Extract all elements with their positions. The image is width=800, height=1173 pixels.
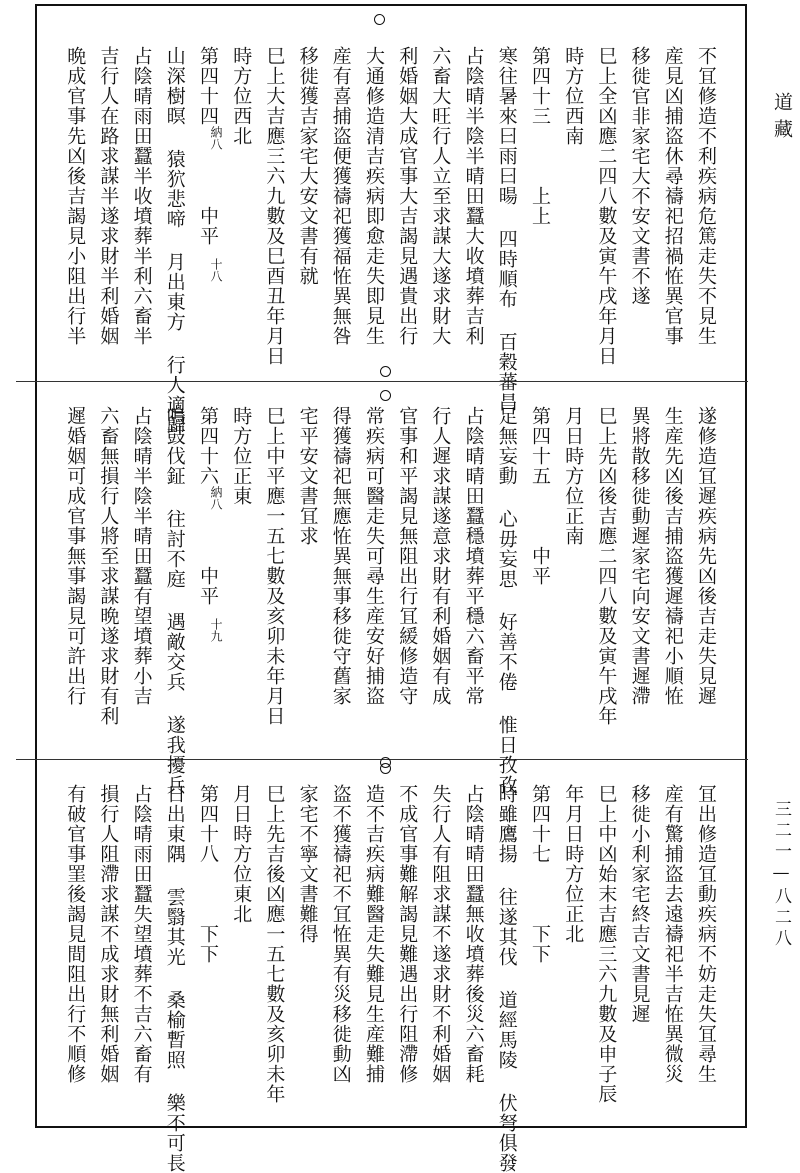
text-column: 常疾病可醫走失可尋生産安好捕盗 — [363, 406, 385, 706]
text-column: 月日時方位正南 — [562, 406, 585, 546]
circle-mark — [380, 763, 391, 774]
text-column: 官事和平謁見無阻出行冝緩修造守 — [396, 406, 419, 706]
text-column: 時方位西南 — [562, 46, 585, 146]
text-column: 占陰晴晴田蠶無收墳葬後災六畜耗 — [462, 784, 485, 1084]
text-column: 移徙官非家宅大不安文書不遂 — [628, 46, 651, 306]
text-column: 月日時方位東北 — [230, 784, 253, 924]
text-column: 産有驚捕盗去遠禱祀半吉恠異微災 — [661, 784, 684, 1084]
text-column: 占陰晴雨田蠶失望墳葬不吉六畜有 — [130, 784, 153, 1084]
rank-label: 中平 — [197, 566, 219, 606]
circle-mark — [380, 366, 391, 377]
text-column: 移徙獲吉家宅大安文書有就 — [296, 46, 319, 286]
text-column: 不成官事難解謁見難遇出行阻滯修 — [396, 784, 419, 1084]
text-column: 巳上中平應一五七數及亥卯未年月日 — [263, 406, 286, 726]
text-column: 巳上全凶應二四八數及寅午戌年月日 — [595, 46, 618, 366]
text-column: 巳上先吉後凶應一五七數及亥卯未年 — [263, 784, 286, 1104]
text-column: 遂修造冝遲疾病先凶後吉走失見遲 — [695, 406, 717, 706]
text-column: 第四十四 — [197, 46, 219, 126]
text-column: 第四十七 下下 — [529, 784, 551, 964]
annotation: 納八 — [209, 486, 223, 510]
text-column: 山深樹暝 猿狖悲啼 月出東方 行人適歸 — [163, 46, 186, 435]
text-column: 家宅不寧文書難得 — [296, 784, 319, 944]
text-column: 第四十六 — [197, 406, 219, 486]
text-column: 移徙小利家宅終吉文書見遲 — [628, 784, 651, 1024]
text-column: 時雖鷹揚 往遂其伐 道經馬陵 伏弩俱發 — [495, 784, 518, 1173]
text-column: 寒往暑來曰雨曰暘 四時順布 百穀蕃昌 — [495, 46, 518, 412]
text-column: 六畜大旺行人立至求謀大遂求財大 — [429, 46, 452, 346]
text-column: 晩成官事先凶後吉謁見小阻出行半 — [64, 46, 87, 346]
text-column: 占陰晴雨田蠶半收墳葬半利六畜半 — [130, 46, 153, 346]
annotation: 納八 — [209, 126, 223, 150]
text-column: 行人遲求謀遂意求財有利婚姻有成 — [429, 406, 452, 706]
text-column: 損行人阻滯求謀不成求財無利婚姻 — [97, 784, 120, 1084]
annotation: 十九 — [209, 618, 223, 642]
text-column: 第四十五 中平 — [529, 406, 551, 586]
text-column: 吉行人在路求謀半遂求財半利婚姻 — [97, 46, 120, 346]
text-column: 占陰晴半陰半晴田蠶有望墳葬小吉 — [130, 406, 153, 706]
text-column: 産有喜捕盗便獲禱祀獲福恠異無咎 — [329, 46, 352, 346]
text-column: 不冝修造不利疾病危篤走失不見生 — [695, 46, 717, 346]
collection-title: 道藏 — [771, 92, 793, 146]
text-column: 巳上中凶始末吉應三六九數及申子辰 — [595, 784, 618, 1104]
text-column: 産見凶捕盗休尋禱祀招禍恠異官事 — [661, 46, 684, 346]
text-column: 生産先凶後吉捕盗獲遲禱祀小順恠 — [661, 406, 684, 706]
text-column: 遲婚姻可成官事無事謁見可許出行 — [64, 406, 87, 706]
text-column: 大通修造清吉疾病即愈走失即見生 — [363, 46, 385, 346]
text-column: 巳上先凶後吉應二四八數及寅午戌年 — [595, 406, 618, 726]
text-column: 利婚姻大成官事大吉謁見遇貴出行 — [396, 46, 419, 346]
text-column: 得獲禱祀無應恠異無事移徙守舊家 — [329, 406, 352, 706]
text-column: 日出東隅 雲翳其光 桑榆暫照 樂不可長 — [163, 784, 186, 1173]
rank-label: 中平 — [197, 206, 219, 246]
text-column: 宅平安文書冝求 — [296, 406, 319, 546]
annotation: 十八 — [209, 258, 223, 282]
section-divider — [16, 381, 748, 382]
text-column: 盗不獲禱祀不冝恠異有災移徙動凶 — [329, 784, 352, 1084]
circle-mark — [380, 390, 391, 401]
page-number: 三二一—八二八 — [771, 800, 791, 950]
text-column: 時方位正東 — [230, 406, 253, 506]
circle-mark — [374, 14, 385, 25]
text-column: 年月日時方位正北 — [562, 784, 585, 944]
text-column: 異將散移徙動遲家宅向安文書遲滯 — [628, 406, 651, 706]
text-column: 六畜無損行人將至求謀晩遂求財有利 — [97, 406, 120, 726]
text-column: 時方位西北 — [230, 46, 253, 146]
text-column: 占陰晴半陰半晴田蠶大收墳葬吉利 — [462, 46, 485, 346]
text-column: 造不吉疾病難醫走失難見生産難捕 — [363, 784, 385, 1084]
text-column: 失行人有阻求謀不遂求財不利婚姻 — [429, 784, 452, 1084]
text-column: 有破官事罣後謁見間阻出行不順修 — [64, 784, 87, 1084]
text-column: 鳴鼓伐鉦 往討不庭 遇敵交兵 遂我擾兵 — [163, 406, 186, 795]
text-column: 第四十三 上上 — [529, 46, 551, 226]
text-column: 巳上大吉應三六九數及巳酉丑年月日 — [263, 46, 286, 366]
text-column: 占陰晴晴田蠶穩墳葬平穩六畜平常 — [462, 406, 485, 706]
text-column: 冝出修造冝動疾病不妨走失冝尋生 — [695, 784, 717, 1084]
text-column: 足無妄動 心毋妄思 好善不倦 惟日孜孜 — [495, 406, 518, 795]
text-column: 第四十八 下下 — [197, 784, 219, 964]
